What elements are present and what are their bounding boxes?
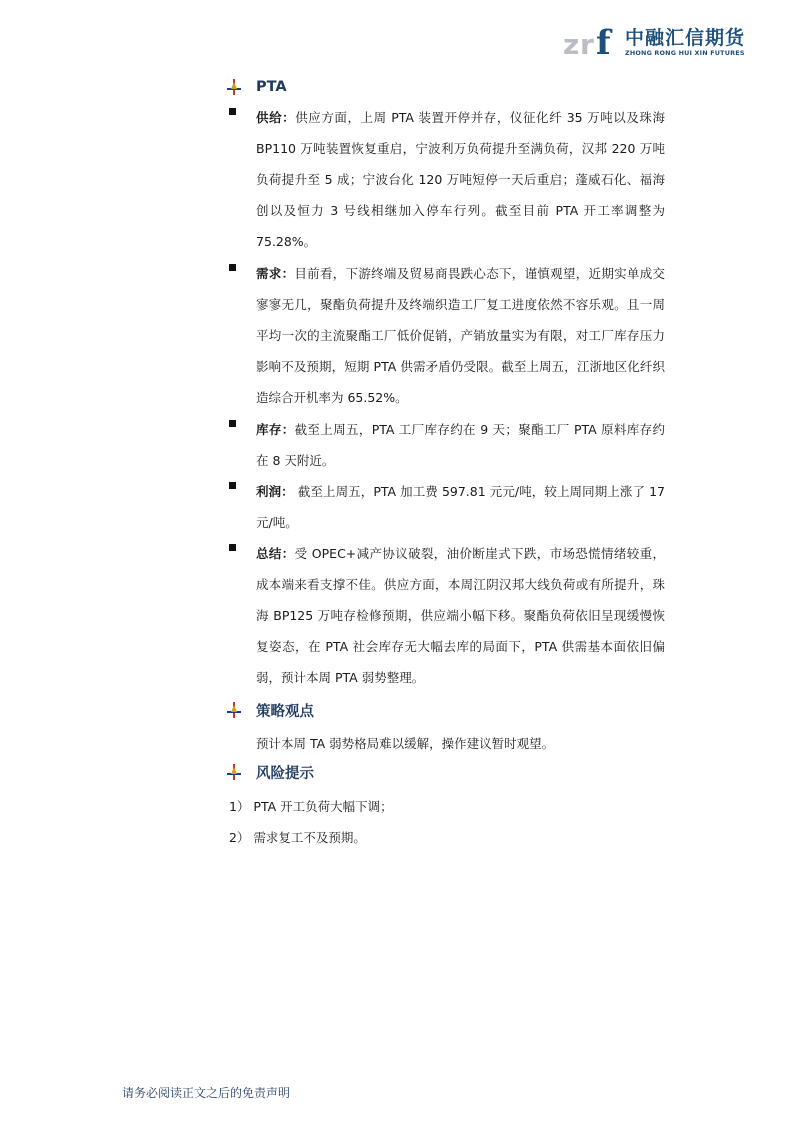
bullet-label: 总结： [256,546,295,561]
star-bullet-icon [227,764,241,780]
bullet-label: 供给： [256,110,296,125]
bullet-label: 库存： [256,422,295,437]
bullet-body [256,538,665,693]
bullet-item-summary [229,538,665,693]
square-bullet-icon [229,108,236,115]
square-bullet-icon [229,482,236,489]
square-bullet-icon [229,420,236,427]
heading-risk [227,762,314,782]
bullet-text: 截至上周五，PTA 加工费 597.81 元元/吨，较上周同期上涨了 17 元/吨。 [256,484,665,530]
bullet-label: 需求： [256,266,295,281]
bullet-body [256,258,665,413]
bullet-body [256,476,665,538]
svg-text:r: r [580,28,594,60]
footer-disclaimer: 请务必阅读正文之后的免责声明 [122,1086,291,1100]
square-bullet-icon [229,264,236,271]
heading-strategy [227,700,314,720]
logo-mark-icon [563,20,623,60]
bullet-text: 供应方面，上周 PTA 装置开停并存，仪征化纤 35 万吨以及珠海 BP110 万吨装置恢复重启，宁波利万负荷提升至满负荷，汉邦 220 万吨负荷提升至 5 成；宁波台化 120 万吨短停一天后重启；蓬威石化、福海创以及恒力 3 号线相继加入停车行列。截至目前 PTA 开工率调整为 75.28%。 [256,110,665,249]
bullet-item-supply [229,102,665,257]
svg-text:f: f [596,23,611,60]
bullet-item-demand [229,258,665,413]
strategy-text: 预计本周 TA 弱势格局难以缓解，操作建议暂时观望。 [256,736,555,751]
risk-item: 1） PTA 开工负荷大幅下调； [229,799,393,814]
company-logo [563,20,746,60]
star-bullet-icon [227,79,241,95]
bullet-body [256,414,665,476]
heading-risk-title: 风险提示 [256,765,314,782]
bullet-text: 截至上周五，PTA 工厂库存约在 9 天；聚酯工厂 PTA 原料库存约在 8 天附近。 [256,422,665,468]
heading-strategy-title: 策略观点 [256,703,314,720]
bullet-body [256,102,665,257]
bullet-item-profit [229,476,665,538]
logo-english-name: ZHONG RONG HUI XIN FUTURES [625,49,745,57]
heading-pta [227,77,287,97]
bullet-text: 受 OPEC+减产协议破裂，油价断崖式下跌，市场恐慌情绪较重，成本端来看支撑不佳。供应方面，本周江阴汉邦大线负荷或有所提升，珠海 BP125 万吨存检修预期，供应端小幅下移。聚酯负荷依旧呈现缓慢恢复姿态，在 PTA 社会库存无大幅去库的局面下，PTA 供需基本面依旧偏弱，预计本周 PTA 弱势整理。 [256,546,665,685]
star-bullet-icon [227,702,241,718]
bullet-text: 目前看，下游终端及贸易商畏跌心态下，谨慎观望，近期实单成交寥寥无几，聚酯负荷提升及终端织造工厂复工进度依然不容乐观。且一周平均一次的主流聚酯工厂低价促销，产销放量实为有限，对工厂库存压力影响不及预期，短期 PTA 供需矛盾仍受限。截至上周五，江浙地区化纤织造综合开机率为 65.52%。 [256,266,665,405]
svg-text:z: z [563,28,580,60]
square-bullet-icon [229,544,236,551]
heading-pta-title: PTA [256,79,287,95]
risk-item: 2） 需求复工不及预期。 [229,830,366,845]
bullet-item-inventory [229,414,665,476]
logo-chinese-name: 中融汇信期货 [625,27,746,49]
bullet-label: 利润： [256,484,294,499]
